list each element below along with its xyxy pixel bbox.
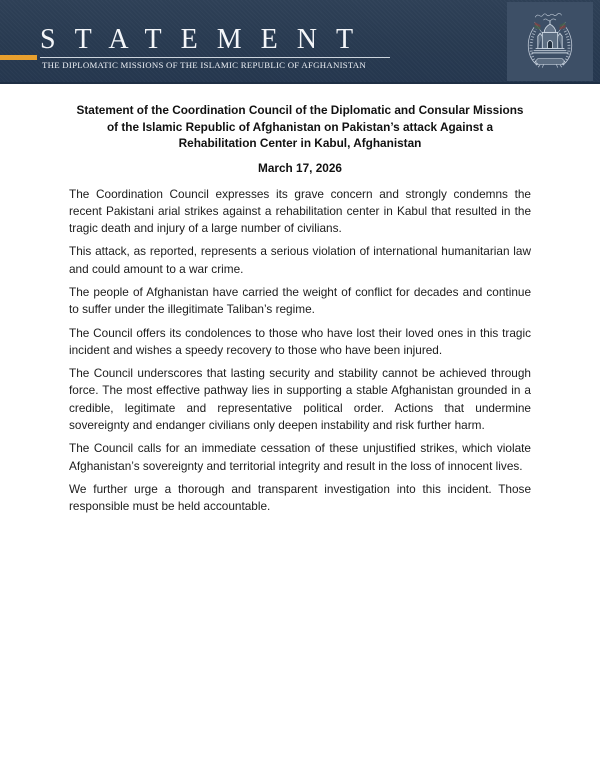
statement-paragraph: The Council underscores that lasting security and stability cannot be achieved through force. The most effective pathway lies in supporting a stable Afghanistan grounded in a credible, legitimate and representative political order. Actions that undermine sovereignty and endanger civilians only deepen instability and risk further harm. — [69, 366, 531, 433]
document-title: Statement of the Coordination Council of the Diplomatic and Consular Missions of the Islamic Republic of Afghanistan on Pakistan’s attack Against a Rehabilitation Center in Kabul, Afghanistan — [76, 103, 524, 150]
statement-header-band — [0, 0, 600, 84]
emblem-panel — [507, 2, 593, 81]
statement-wordmark: STATEMENT — [40, 24, 373, 55]
document-date: March 17, 2026 — [258, 160, 342, 175]
statement-paragraph: The Coordination Council expresses its grave concern and strongly condemns the recent Pakistani arial strikes against a rehabilitation center in Kabul that resulted in the tragic death and injury of a large number of civilians. — [69, 186, 531, 236]
gold-accent-bar — [0, 55, 37, 60]
title-underline-rule — [40, 57, 390, 59]
statement-paragraph: We further urge a thorough and transparent investigation into this incident. Those responsible must be held accountable. — [69, 481, 531, 514]
statement-paragraph: The Council offers its condolences to those who have lost their loved ones in this tragic incident and wishes a speedy recovery to those who have been injured. — [69, 325, 531, 357]
statement-body — [69, 102, 531, 516]
statement-paragraph: This attack, as reported, represents a serious violation of international humanitarian law and could amount to a war crime. — [69, 244, 531, 276]
afghanistan-national-emblem-icon — [518, 10, 582, 74]
diplomatic-missions-subtitle: THE DIPLOMATIC MISSIONS OF THE ISLAMIC REPUBLIC OF AFGHANISTAN — [42, 59, 367, 70]
statement-paragraph: The people of Afghanistan have carried the weight of conflict for decades and continue to suffer under the illegitimate Taliban’s regime. — [69, 284, 531, 317]
statement-paragraph: The Council calls for an immediate cessation of these unjustified strikes, which violate Afghanistan’s sovereignty and territorial integrity and result in the loss of innocent lives. — [69, 441, 531, 473]
